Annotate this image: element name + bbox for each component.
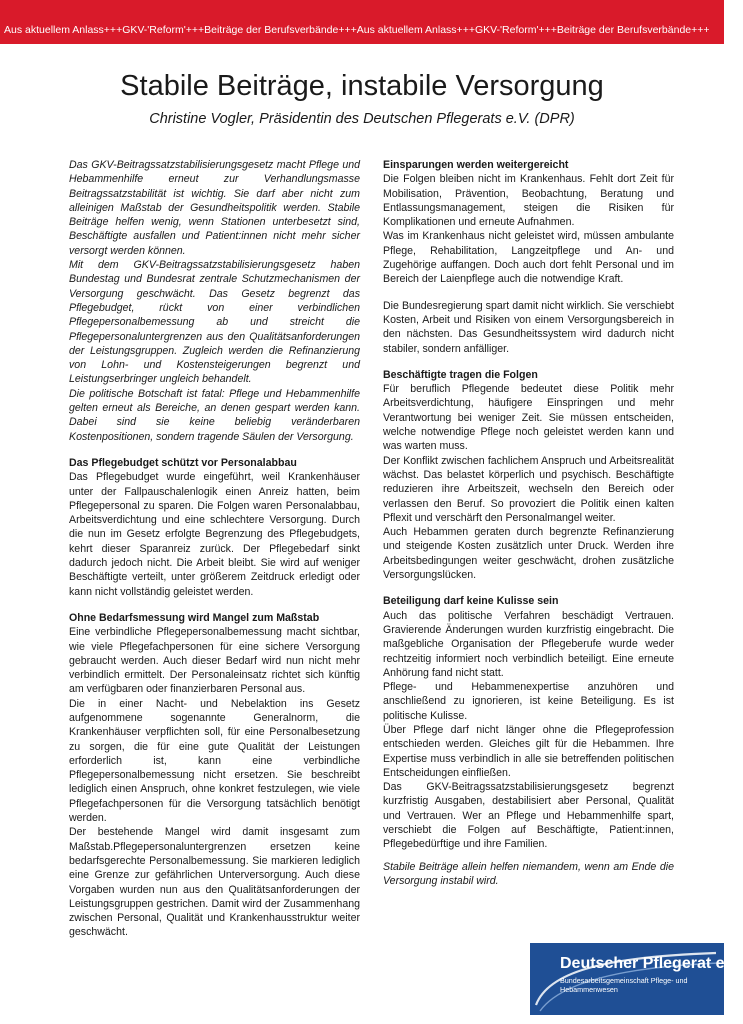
- body-paragraph: Der Konflikt zwischen fachlichem Anspruch und Arbeitsrealität wächst. Das belastet körperlich und psychisch. Beschäftigte reduzieren ihre Arbeitszeit, wechseln den Bereich oder verlassen den Beruf. So provoziert die Politik einen kalten Pflexit und verschärft den Personalmangel weiter.: [383, 454, 674, 524]
- body-paragraph: Die Bundesregierung spart damit nicht wirklich. Sie verschiebt Kosten, Arbeit und Risiken von einem Versorgungsbereich in den nächsten. Das Gesundheitssystem wird dadurch nicht stabiler, sondern anfälliger.: [383, 299, 674, 355]
- intro-paragraph: Das GKV-Beitragssatzstabilisierungsgesetz macht Pflege und Hebammenhilfe erneut zur Verhandlungsmasse Beitragssatzstabilität ist wichtig. Sie darf aber nicht zum alleinigen Maßstab der Gesundheitspolitik werden. Stabile Beiträge helfen wenig, wenn Stationen unterbesetzt sind, Beschäftigte ausfallen und Patient:innen nicht mehr sicher versorgt werden können.: [69, 159, 360, 257]
- section-heading: Ohne Bedarfsmessung wird Mangel zum Maßstab: [69, 611, 320, 624]
- intro-paragraph: Die politische Botschaft ist fatal: Pflege und Hebammenhilfe gelten erneut als Bereiche, an denen gespart werden kann. Dabei sind sie keine beliebig veränderbaren Kostenpositionen, sondern tragende Säulen der Versorgung.: [69, 387, 360, 443]
- section-heading: Einsparungen werden weitergereicht: [383, 159, 569, 171]
- banner-ticker-text: Aus aktuellem Anlass+++GKV-'Reform'+++Beiträge der Berufsverbände+++Aus aktuellem Anlass+++GKV-'Reform'+++Beiträge der Berufsverbände+++: [4, 24, 710, 36]
- left-column: [69, 158, 360, 940]
- body-paragraph: Pflege- und Hebammenexpertise anzuhören und anschließend zu ignorieren, ist keine Beteiligung. Es ist politische Kulisse.: [383, 681, 674, 722]
- body-paragraph: Auch Hebammen geraten durch begrenzte Refinanzierung und steigende Kosten zusätzlich unter Druck. Werden ihre Arbeitsbedingungen weiter geschwächt, drohen zusätzliche Versorgungslücken.: [383, 526, 674, 582]
- body-paragraph: Die in einer Nacht- und Nebelaktion ins Gesetz aufgenommene sogenannte Generalnorm, die Krankenhäuser verpflichten soll, für eine Personalbesetzung zu sorgen, die für eine gute Qualität der Leistungen erforderlich ist, kann eine verbindliche Pflegepersonalbemessung nicht ersetzen. Sie beschreibt lediglich einen Anspruch, ohne konkret festzulegen, wie viele Pflegefachpersonen für die Versorgung tatsächlich benötigt werden.: [69, 697, 360, 825]
- dpr-logo: [530, 943, 743, 1015]
- logo-subtitle: Bundesarbeitsgemeinschaft Pflege- und Hebammenwesen: [560, 976, 688, 994]
- body-paragraph: Für beruflich Pflegende bedeutet diese Politik mehr Arbeitsverdichtung, häufigere Einspringen und mehr Verantwortung bei weniger Zeit. Sie müssen entscheiden, welche notwendige Pflege noch geleistet werden kann und was warten muss.: [383, 383, 674, 453]
- body-paragraph: Das GKV-Beitragssatzstabilisierungsgesetz begrenzt kurzfristig Ausgaben, destabilisiert aber Personal, Qualität und Vertrauen. Wer an Pflege und Hebammenhilfe spart, verschiebt die Folgen auf Beschäftigte, Patient:innen, Pflegebedürftige und ihre Familien.: [383, 781, 674, 851]
- body-paragraph: Der bestehende Mangel wird damit insgesamt zum Maßstab.Pflegepersonaluntergrenzen ersetzen keine bedarfsgerechte Personalbemessung. Sie markieren lediglich eine Grenze zur gefährlichen Unterversorgung. Auch diese Vorgaben wurden nun aus den Qualitätsanforderungen der Leistungsgruppen gestrichen. Damit wird der Zusammenhang zwischen Personal, Qualität und Krankenhausstruktur weiter geschwächt.: [69, 826, 360, 939]
- body-paragraph: Was im Krankenhaus nicht geleistet wird, müssen ambulante Pflege, Rehabilitation, Langzeitpflege und An- und Zugehörige auffangen. Doch auch dort fehlt Personal und im Bereich der Laienpflege auch die notwendige Kraft.: [383, 230, 674, 286]
- body-paragraph: Das Pflegebudget wurde eingeführt, weil Krankenhäuser unter der Fallpauschalenlogik einen Anreiz hatten, beim Pflegepersonal zu sparen. Die Folgen waren Personalabbau, Arbeitsverdichtung und eine schlechtere Versorgung. Durch die nun im Gesetz erfolgte Begrenzung des Pflegebudgets, kehrt dieser Sparanreiz zurück. Der Pflegebedarf sinkt dadurch jedoch nicht. Die Arbeit bleibt. Sie wird auf weniger Beschäftigte verteilt, unter größerem Zeitdruck erledigt oder kann nicht vollständig geleistet werden.: [69, 471, 360, 598]
- right-column: [383, 158, 674, 888]
- body-paragraph: Die Folgen bleiben nicht im Krankenhaus. Fehlt dort Zeit für Mobilisation, Prävention, Beobachtung, Beratung und Entlassungsmanagement, steigen die Risiken für Komplikationen und erneute Aufnahmen.: [383, 173, 674, 229]
- section-heading: Das Pflegebudget schützt vor Personalabbau: [69, 456, 297, 469]
- author-subtitle: Christine Vogler, Präsidentin des Deutschen Pflegerats e.V. (DPR): [149, 111, 575, 127]
- closing-statement: Stabile Beiträge allein helfen niemandem, wenn am Ende die Versorgung instabil wird.: [383, 860, 674, 887]
- intro-paragraph: Mit dem GKV-Beitragssatzstabilisierungsgesetz haben Bundestag und Bundesrat zentrale Schutzmechanismen der Versorgung geschwächt. Das Gesetz begrenzt das Pflegebudget, rückt von einer verbindlichen Pflegepersonalbemessung ab und streicht die Pflegepersonaluntergrenzen aus den Qualitätsanforderungen der Leistungsgruppen. Zugleich werden die Refinanzierung von Lohn- und Kostensteigerungen begrenzt und Leistungserbringer ungleich behandelt.: [69, 259, 360, 386]
- body-paragraph: Eine verbindliche Pflegepersonalbemessung macht sichtbar, wie viele Pflegefachpersonen für eine sichere Versorgung gebraucht werden. Auch dieser Bedarf wird nun nicht mehr verbindlich ermittelt. Der Personaleinsatz richtet sich künftig am verfügbaren oder finanzierbaren Personal aus.: [69, 626, 360, 696]
- body-paragraph: Auch das politische Verfahren beschädigt Vertrauen. Gravierende Änderungen wurden kurzfristig eingebracht. Die maßgebliche Organisation der Pflegeberufe wurde weder rechtzeitig informiert noch verbindlich beteiligt. Eine erneute Anhörung fand nicht statt.: [383, 609, 674, 679]
- section-heading: Beschäftigte tragen die Folgen: [383, 368, 538, 381]
- body-paragraph: Über Pflege darf nicht länger ohne die Pflegeprofession entschieden werden. Gleiches gilt für die Hebammen. Ihre Expertise muss verbindlich in alle sie betreffenden politischen Entscheidungen einfließen.: [383, 723, 674, 779]
- page-title: Stabile Beiträge, instabile Versorgung: [120, 70, 604, 102]
- top-banner: [0, 0, 724, 44]
- logo-name: Deutscher Pflegerat e.V.: [560, 955, 743, 972]
- section-heading: Beteiligung darf keine Kulisse sein: [383, 595, 559, 608]
